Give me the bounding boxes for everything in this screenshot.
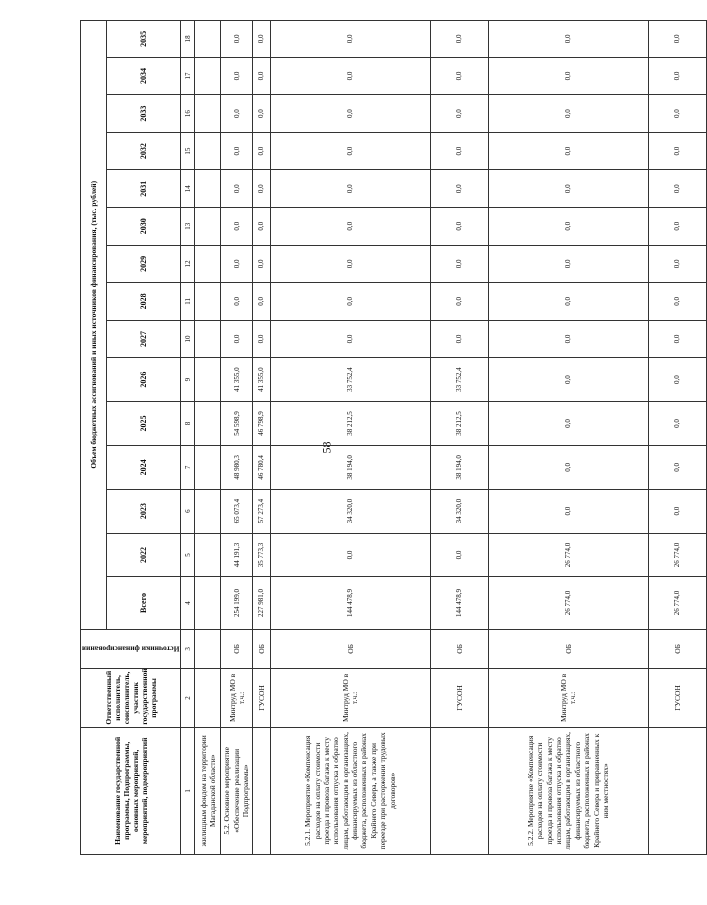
row-value: 0,0 bbox=[488, 57, 648, 95]
row-value: 0,0 bbox=[430, 57, 488, 95]
page-number: 58 bbox=[319, 441, 334, 454]
row-value: 0,0 bbox=[430, 170, 488, 208]
rotated-page bbox=[80, 20, 682, 855]
row-value: 38 212,5 bbox=[270, 402, 430, 446]
row-name bbox=[648, 727, 706, 854]
row-value: 0,0 bbox=[488, 283, 648, 321]
row-name: 5.2.1. Мероприятие «Компенсация расходов на оплату стоимости проезда и провоза багажа к месту использования отпуска и обратно лицам, работающим в организациях, финансируемых из областного бюджета, расположенных в районах Крайнего Севера, а также при переезде при расторжении трудовых договоров» bbox=[270, 727, 430, 854]
header-executor: Ответственный исполнитель, соисполнитель, участник государственной программы bbox=[81, 669, 181, 727]
column-number: 14 bbox=[181, 170, 195, 208]
row-value: 0,0 bbox=[430, 245, 488, 283]
header-year-2025: 2025 bbox=[106, 402, 181, 446]
row-value: 0,0 bbox=[488, 358, 648, 402]
header-year-2031: 2031 bbox=[106, 170, 181, 208]
row-name bbox=[252, 727, 270, 854]
row-value: 0,0 bbox=[252, 207, 270, 245]
row-executor: ГУСОН bbox=[430, 669, 488, 727]
row-value bbox=[195, 577, 221, 629]
row-value: 54 598,9 bbox=[221, 402, 252, 446]
row-value: 26 774,0 bbox=[648, 577, 706, 629]
header-name: Наименование государственной программы, Подпрограммы, основных мероприятий, мероприятий, подмероприятий bbox=[81, 727, 181, 854]
row-value: 0,0 bbox=[270, 320, 430, 358]
row-value: 0,0 bbox=[270, 245, 430, 283]
row-value: 0,0 bbox=[488, 95, 648, 133]
row-value: 65 073,4 bbox=[221, 489, 252, 533]
row-value bbox=[195, 21, 221, 58]
row-value: 0,0 bbox=[648, 57, 706, 95]
column-number: 12 bbox=[181, 245, 195, 283]
row-value: 0,0 bbox=[270, 95, 430, 133]
column-number: 9 bbox=[181, 358, 195, 402]
row-value: 0,0 bbox=[430, 207, 488, 245]
table-row bbox=[221, 21, 252, 855]
row-value: 38 194,0 bbox=[270, 445, 430, 489]
row-value: 41 355,0 bbox=[221, 358, 252, 402]
row-value: 0,0 bbox=[648, 358, 706, 402]
row-value: 0,0 bbox=[252, 320, 270, 358]
header-year-2029: 2029 bbox=[106, 245, 181, 283]
table-row bbox=[270, 21, 430, 855]
row-value: 44 191,3 bbox=[221, 533, 252, 577]
row-value: 0,0 bbox=[221, 170, 252, 208]
row-value: 0,0 bbox=[430, 283, 488, 321]
row-value: 35 773,3 bbox=[252, 533, 270, 577]
row-executor: ГУСОН bbox=[252, 669, 270, 727]
row-value: 0,0 bbox=[430, 320, 488, 358]
row-value: 0,0 bbox=[488, 320, 648, 358]
row-value bbox=[195, 245, 221, 283]
row-value: 38 194,0 bbox=[430, 445, 488, 489]
row-value bbox=[195, 283, 221, 321]
column-number: 7 bbox=[181, 445, 195, 489]
header-source: Источники финансирования bbox=[81, 629, 181, 669]
row-value: 0,0 bbox=[488, 489, 648, 533]
row-value: 41 355,0 bbox=[252, 358, 270, 402]
header-year-2028: 2028 bbox=[106, 283, 181, 321]
row-executor: Минтруд МО в т.ч.: bbox=[488, 669, 648, 727]
financing-table bbox=[80, 20, 707, 855]
row-value: 144 478,9 bbox=[270, 577, 430, 629]
row-value: 0,0 bbox=[221, 245, 252, 283]
row-value: 0,0 bbox=[270, 132, 430, 170]
header-year-2035: 2035 bbox=[106, 21, 181, 58]
row-value: 48 980,3 bbox=[221, 445, 252, 489]
row-value: 0,0 bbox=[488, 245, 648, 283]
row-value: 0,0 bbox=[648, 95, 706, 133]
row-value: 0,0 bbox=[270, 170, 430, 208]
row-value: 33 752,4 bbox=[430, 358, 488, 402]
row-value: 0,0 bbox=[221, 320, 252, 358]
row-value: 0,0 bbox=[221, 21, 252, 58]
row-value: 0,0 bbox=[430, 95, 488, 133]
row-name: жилищным фондом на территории Магаданской области» bbox=[195, 727, 221, 854]
row-value: 0,0 bbox=[270, 207, 430, 245]
column-number: 4 bbox=[181, 577, 195, 629]
row-executor: ГУСОН bbox=[648, 669, 706, 727]
table-row bbox=[252, 21, 270, 855]
row-value: 0,0 bbox=[488, 21, 648, 58]
row-source: ОБ bbox=[488, 629, 648, 669]
row-value bbox=[195, 445, 221, 489]
header-year-2022: 2022 bbox=[106, 533, 181, 577]
row-value: 34 320,0 bbox=[430, 489, 488, 533]
row-value: 0,0 bbox=[270, 21, 430, 58]
row-value: 46 798,9 bbox=[252, 402, 270, 446]
table-row bbox=[648, 21, 706, 855]
row-value bbox=[195, 170, 221, 208]
row-executor bbox=[195, 669, 221, 727]
row-value bbox=[195, 358, 221, 402]
header-year-2026: 2026 bbox=[106, 358, 181, 402]
row-value: 0,0 bbox=[488, 445, 648, 489]
row-value: 0,0 bbox=[648, 320, 706, 358]
column-number: 3 bbox=[181, 629, 195, 669]
row-value bbox=[195, 57, 221, 95]
row-source bbox=[195, 629, 221, 669]
row-value: 33 752,4 bbox=[270, 358, 430, 402]
row-value: 46 780,4 bbox=[252, 445, 270, 489]
column-number: 16 bbox=[181, 95, 195, 133]
row-value: 0,0 bbox=[430, 533, 488, 577]
column-number: 8 bbox=[181, 402, 195, 446]
row-value: 0,0 bbox=[252, 170, 270, 208]
row-source: ОБ bbox=[430, 629, 488, 669]
row-value: 0,0 bbox=[430, 132, 488, 170]
column-number: 11 bbox=[181, 283, 195, 321]
row-value bbox=[195, 207, 221, 245]
row-value: 144 478,9 bbox=[430, 577, 488, 629]
row-value: 0,0 bbox=[648, 170, 706, 208]
column-number: 10 bbox=[181, 320, 195, 358]
row-value: 254 199,0 bbox=[221, 577, 252, 629]
row-value bbox=[195, 533, 221, 577]
row-value: 0,0 bbox=[488, 132, 648, 170]
row-value bbox=[195, 132, 221, 170]
column-number: 2 bbox=[181, 669, 195, 727]
row-source: ОБ bbox=[221, 629, 252, 669]
row-value: 34 320,0 bbox=[270, 489, 430, 533]
row-source: ОБ bbox=[252, 629, 270, 669]
row-value: 0,0 bbox=[221, 132, 252, 170]
row-value: 0,0 bbox=[488, 207, 648, 245]
column-number: 13 bbox=[181, 207, 195, 245]
header-year-2034: 2034 bbox=[106, 57, 181, 95]
column-number: 5 bbox=[181, 533, 195, 577]
header-year-2027: 2027 bbox=[106, 320, 181, 358]
column-number: 6 bbox=[181, 489, 195, 533]
row-value: 0,0 bbox=[648, 283, 706, 321]
row-value: 26 774,0 bbox=[488, 533, 648, 577]
table-row bbox=[195, 21, 221, 855]
row-value: 0,0 bbox=[270, 283, 430, 321]
row-value: 0,0 bbox=[221, 283, 252, 321]
header-year-2030: 2030 bbox=[106, 207, 181, 245]
row-value: 57 273,4 bbox=[252, 489, 270, 533]
row-name bbox=[430, 727, 488, 854]
row-value: 0,0 bbox=[252, 283, 270, 321]
row-value: 0,0 bbox=[252, 95, 270, 133]
row-value: 0,0 bbox=[270, 533, 430, 577]
row-value bbox=[195, 320, 221, 358]
row-value bbox=[195, 402, 221, 446]
header-year-2032: 2032 bbox=[106, 132, 181, 170]
row-value: 0,0 bbox=[648, 245, 706, 283]
row-value: 0,0 bbox=[648, 445, 706, 489]
column-number: 17 bbox=[181, 57, 195, 95]
row-name: 5.2. Основное мероприятие «Обеспечение реализации Подпрограммы» bbox=[221, 727, 252, 854]
row-value: 26 774,0 bbox=[648, 533, 706, 577]
row-value: 0,0 bbox=[648, 207, 706, 245]
row-value: 227 981,0 bbox=[252, 577, 270, 629]
row-value: 38 212,5 bbox=[430, 402, 488, 446]
row-value: 0,0 bbox=[221, 57, 252, 95]
row-value: 26 774,0 bbox=[488, 577, 648, 629]
table-row bbox=[488, 21, 648, 855]
row-value: 0,0 bbox=[648, 21, 706, 58]
row-value: 0,0 bbox=[648, 132, 706, 170]
row-value: 0,0 bbox=[221, 207, 252, 245]
row-value bbox=[195, 489, 221, 533]
row-value: 0,0 bbox=[252, 57, 270, 95]
column-number: 18 bbox=[181, 21, 195, 58]
row-source: ОБ bbox=[648, 629, 706, 669]
column-number: 1 bbox=[181, 727, 195, 854]
row-value: 0,0 bbox=[252, 132, 270, 170]
header-year-2033: 2033 bbox=[106, 95, 181, 133]
row-value: 0,0 bbox=[270, 57, 430, 95]
row-value: 0,0 bbox=[488, 170, 648, 208]
row-value bbox=[195, 95, 221, 133]
row-value: 0,0 bbox=[648, 489, 706, 533]
header-year-2024: 2024 bbox=[106, 445, 181, 489]
table-row bbox=[430, 21, 488, 855]
row-value: 0,0 bbox=[252, 245, 270, 283]
header-total: Всего bbox=[106, 577, 181, 629]
row-name: 5.2.2. Мероприятие «Компенсация расходов на оплату стоимости проезда и провоза багажа к месту использования отпуска и обратно лицам, работающим в организациях, финансируемых из областного бюджета, расположенных в районах Крайнего Севера и приравненных к ним местностях» bbox=[488, 727, 648, 854]
row-executor: Минтруд МО в т.ч.: bbox=[221, 669, 252, 727]
row-value: 0,0 bbox=[488, 402, 648, 446]
row-value: 0,0 bbox=[221, 95, 252, 133]
row-value: 0,0 bbox=[252, 21, 270, 58]
row-value: 0,0 bbox=[430, 21, 488, 58]
row-source: ОБ bbox=[270, 629, 430, 669]
row-value: 0,0 bbox=[648, 402, 706, 446]
column-number: 15 bbox=[181, 132, 195, 170]
header-volume: Объем бюджетных ассигнований и иных источников финансирования, (тыс. рублей) bbox=[81, 21, 107, 630]
header-year-2023: 2023 bbox=[106, 489, 181, 533]
row-executor: Минтруд МО в т.ч.: bbox=[270, 669, 430, 727]
